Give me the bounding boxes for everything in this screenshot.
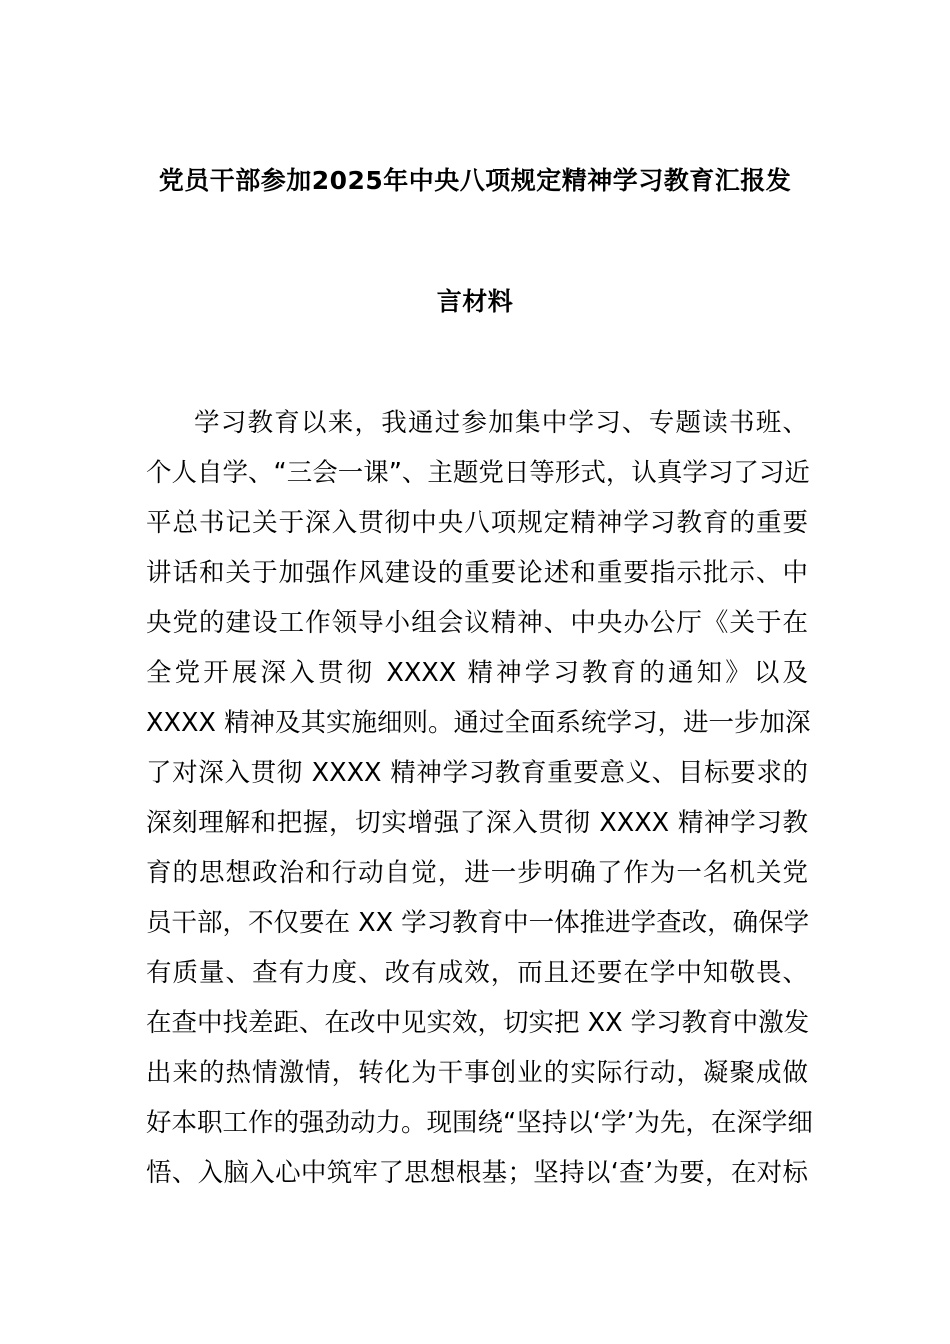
body-line: 学习教育以来，我通过参加集中学习、专题读书班、 xyxy=(194,408,808,438)
body-line: 平总书记关于深入贯彻中央八项规定精神学习教育的重要 xyxy=(146,508,808,538)
body-line: 出来的热情激情，转化为干事创业的实际行动，凝聚成做 xyxy=(146,1058,808,1088)
body-line: 了对深入贯彻 XXXX 精神学习教育重要意义、目标要求的 xyxy=(146,758,808,788)
body-line: 讲话和关于加强作风建设的重要论述和重要指示批示、中 xyxy=(146,558,808,588)
body-line: 深刻理解和把握，切实增强了深入贯彻 XXXX 精神学习教 xyxy=(146,808,808,838)
body-line: 全党开展深入贯彻 XXXX 精神学习教育的通知》以及 xyxy=(146,658,808,688)
body-line: 有质量、查有力度、改有成效，而且还要在学中知敬畏、 xyxy=(146,958,808,988)
body-line: 员干部，不仅要在 XX 学习教育中一体推进学查改，确保学 xyxy=(146,908,810,938)
document-title-line-1: 党员干部参加2025年中央八项规定精神学习教育汇报发 xyxy=(158,166,792,195)
body-line: 悟、入脑入心中筑牢了思想根基；坚持以‘查’为要，在对标 xyxy=(146,1158,808,1188)
document-body xyxy=(146,398,813,1198)
document-title-line-2: 言材料 xyxy=(436,287,514,316)
body-line: 央党的建设工作领导小组会议精神、中央办公厅《关于在 xyxy=(146,608,808,638)
body-line: 好本职工作的强劲动力。现围绕“坚持以‘学’为先，在深学细 xyxy=(146,1108,813,1138)
body-line: XXXX 精神及其实施细则。通过全面系统学习，进一步加深 xyxy=(146,708,811,738)
body-line: 在查中找差距、在改中见实效，切实把 XX 学习教育中激发 xyxy=(146,1008,810,1038)
body-line: 个人自学、“三会一课”、主题党日等形式，认真学习了习近 xyxy=(146,458,810,488)
body-line: 育的思想政治和行动自觉，进一步明确了作为一名机关党 xyxy=(146,858,808,888)
